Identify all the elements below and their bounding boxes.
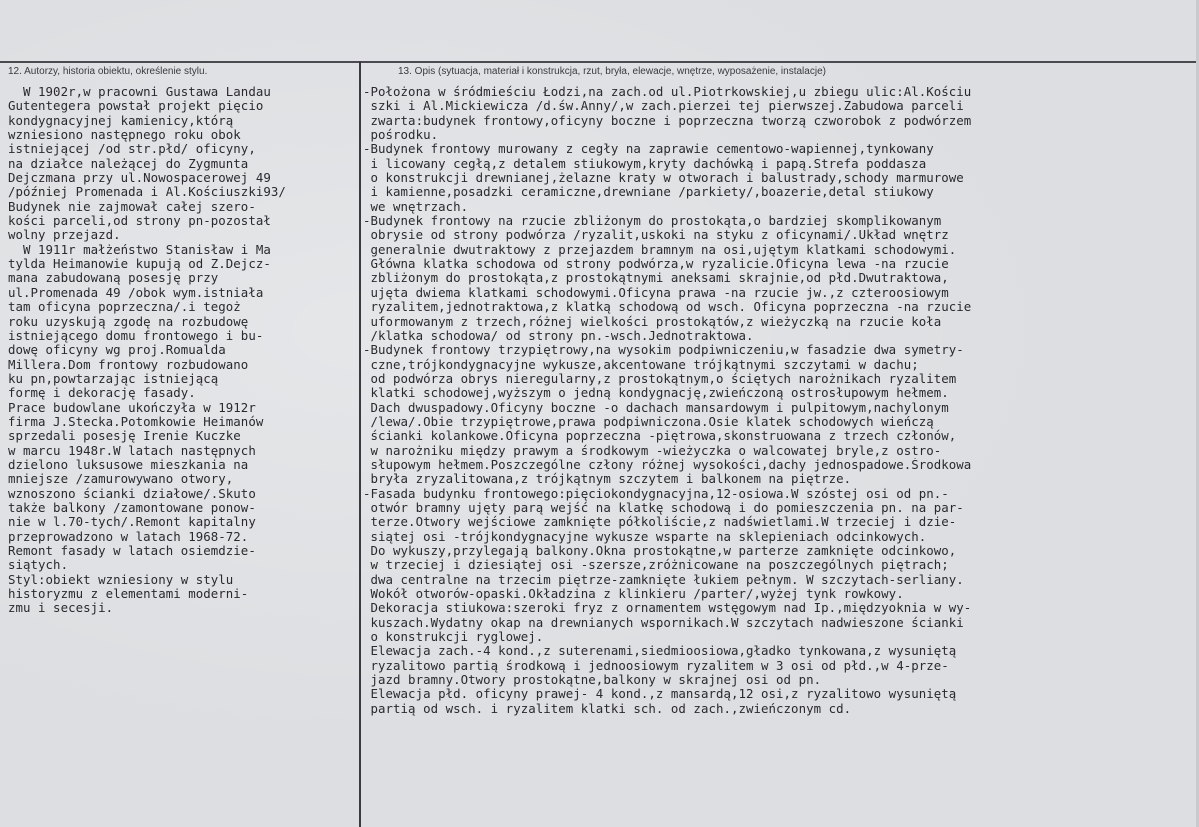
description-text-line: we wnętrzach. <box>363 199 469 214</box>
history-text-line: siątych. <box>8 558 69 573</box>
history-text-line: także balkony /zamontowane ponow- <box>8 500 256 515</box>
history-text-line: wzniesiono następnego roku obok <box>8 128 241 143</box>
description-text-line: Dach dwuspadowy.Oficyny boczne -o dachach mansardowym i pulpitowym,nachylonym <box>363 400 949 415</box>
history-text-line: mana zabudowaną posesję przy <box>8 271 219 286</box>
description-text-line: zwarta:budynek frontowy,oficyny boczne i poprzeczna tworzą czworobok z podwórzem <box>363 113 972 128</box>
history-text-line: wolny przejazd. <box>8 228 121 243</box>
history-text-line: Millera.Dom frontowy rozbudowano <box>8 357 249 372</box>
description-text-line: bryła zryzalitowana,z trójkątnym szczytem i balkonem na piętrze. <box>363 472 852 487</box>
history-text-line: ku pn,powtarzając istniejącą <box>8 371 219 386</box>
description-text-line: o konstrukcji drewnianej,żelazne kraty w otworach i balustrady,schody marmurowe <box>363 171 964 186</box>
history-text-line: Gutentegera powstał projekt pięcio <box>8 99 264 114</box>
description-text-line: ścianki kolankowe.Oficyna poprzeczna -piętrowa,skonstruowana z trzech członów, <box>363 429 957 444</box>
history-text-line: W 1902r,w pracowni Gustawa Landau <box>8 85 271 99</box>
history-text-line: sprzedali posesję Irenie Kuczke <box>8 429 241 444</box>
description-text-line: i licowany cegłą,z detalem stiukowym,kryty dachówką i papą.Strefa poddasza <box>363 156 927 171</box>
description-text-line: słupowym hełmem.Poszczególne człony różnej wysokości,dachy jednospadowe.Środkowa <box>363 457 972 472</box>
description-text-line: zbliżonym do prostokąta,z prostokątnymi aneksami skrajnie,od płd.Dwutraktowa, <box>363 271 949 286</box>
description-text-line: jazd bramny.Otwory prostokątne,balkony w skrajnej osi od pn. <box>363 673 822 688</box>
description-text-line: Elewacja zach.-4 kond.,z suterenami,siedmioosiowa,gładko tynkowana,z wysuniętą <box>363 644 957 659</box>
history-text-line: nie w l.70-tych/.Remont kapitalny <box>8 515 256 530</box>
description-text-line: szki i Al.Mickiewicza /d.św.Anny/,w zach.pierzei tej pierwszej.Zabudowa parceli <box>363 99 964 114</box>
history-text-line: ul.Promenada 49 /obok wym.istniała <box>8 285 264 300</box>
history-text-line: Styl:obiekt wzniesiony w stylu <box>8 572 234 587</box>
history-text-line: przeprowadzono w latach 1968-72. <box>8 529 249 544</box>
history-text-line: Budynek nie zajmował całej szero- <box>8 199 256 214</box>
description-text-line: Główna klatka schodowa od strony podwórza,w ryzalicie.Oficyna lewa -na rzucie <box>363 257 949 272</box>
description-text-line: w trzeciej i dziesiątej osi -szersze,zróżnicowane na poszczególnych piętrach; <box>363 558 949 573</box>
description-text-line: o konstrukcji ryglowej. <box>363 630 544 645</box>
description-text-line: -Fasada budynku frontowego:pięciokondygnacyjna,12-osiowa.W szóstej osi od pn.- <box>363 486 949 501</box>
history-text-line: na działce należącej do Zygmunta <box>8 156 249 171</box>
description-text-line: w narożniku między prawym a środkowym -wieżyczka o walcowatej bryle,z ostro- <box>363 443 942 458</box>
description-text-line: Wokół otworów-opaski.Okładzina z klinkieru /parter/,wyżej tynk rowkowy. <box>363 587 904 602</box>
description-text-line: kuszach.Wydatny okap na drewnianych wspornikach.W szczytach nadwieszone ścianki <box>363 615 964 630</box>
description-text-line: czne,trójkondygnacyjne wykusze,akcentowane trójkątnymi szczytami w dachu; <box>363 357 919 372</box>
history-text-line: istniejącego domu frontowego i bu- <box>8 328 264 343</box>
description-text-line: otwór bramny ujęty parą wejść na klatkę schodową i do pomieszczenia pn. na par- <box>363 500 964 515</box>
description-text-line: generalnie dwutraktowy z przejazdem bramnym na osi,ujętym klatkami schodowymi. <box>363 242 957 257</box>
history-text-line: wznoszono ścianki działowe/.Skuto <box>8 486 256 501</box>
history-text-line: zmu i secesji. <box>8 601 114 616</box>
history-text-line: /później Promenada i Al.Kościuszki93/ <box>8 185 286 200</box>
history-text-line: kości parceli,od strony pn-pozostał <box>8 214 271 229</box>
history-text-line: dowę oficyny wg proj.Romualda <box>8 343 226 358</box>
description-text-line: od podwórza obrys nieregularny,z prostokątnym,o ściętych narożnikach ryzalitem <box>363 371 957 386</box>
description-text-line: i kamienne,posadzki ceramiczne,drewniane /parkiety/,boazerie,detal stiukowy <box>363 185 934 200</box>
history-text-line: mniejsze /zamurowywano otwory, <box>8 472 234 487</box>
section-13-title: 13. Opis (sytuacja, materiał i konstrukcja, rzut, bryła, elewacje, wnętrze, wyposażenie, instalacje) <box>398 66 826 77</box>
history-text-line: Dejczmana przy ul.Nowospacerowej 49 <box>8 171 271 186</box>
history-text-line: W 1911r małżeństwo Stanisław i Ma <box>8 242 271 257</box>
history-text-line: dzielono luksusowe mieszkania na <box>8 457 249 472</box>
description-text-line: ryzalitowo partią środkową i jednoosiowym ryzalitem w 3 osi od płd.,w 4-prze- <box>363 658 949 673</box>
history-text-line: Prace budowlane ukończyła w 1912r <box>8 400 256 415</box>
history-text-line: formę i dekorację fasady. <box>8 386 196 401</box>
description-text-line: Elewacja płd. oficyny prawej- 4 kond.,z mansardą,12 osi,z ryzalitowo wysuniętą <box>363 687 957 702</box>
description-text-line: -Budynek frontowy trzypiętrowy,na wysokim podpiwniczeniu,w fasadzie dwa symetry- <box>363 343 964 358</box>
description-text-line: klatki schodowej,wyższym o jedną kondygnację,zwieńczoną ostrosłupowym hełmem. <box>363 386 949 401</box>
history-text-column <box>8 85 358 616</box>
description-text-line: Dekoracja stiukowa:szeroki fryz z ornamentem wstęgowym nad Ip.,międzyokniа w wy- <box>363 601 972 616</box>
header-divider <box>0 61 1199 63</box>
description-text-line: pośrodku. <box>363 128 439 143</box>
description-text-line: /lewa/.Obie trzypiętrowe,prawa podpiwniczona.Osie klatek schodowych wieńczą <box>363 414 934 429</box>
description-text-line: -Budynek frontowy na rzucie zbliżonym do prostokąta,o bardziej skomplikowanym <box>363 214 942 229</box>
column-divider <box>359 61 361 827</box>
history-text-line: istniejącej /od str.płd/ oficyny, <box>8 142 256 157</box>
description-text-line: ujęta dwiema klatkami schodowymi.Oficyna prawa -na rzucie jw.,z czteroosiowym <box>363 285 949 300</box>
history-text-line: kondygnacyjnej kamienicy,którą <box>8 113 234 128</box>
description-text-line: -Położona w śródmieściu Łodzi,na zach.od ul.Piotrkowskiej,u zbiegu ulic:Al.Kościu <box>363 85 972 99</box>
description-text-line: dwa centralne na trzecim piętrze-zamknięte łukiem pełnym. W szczytach-serliany. <box>363 572 964 587</box>
description-text-line: /klatka schodowa/ od strony pn.-wsch.Jednotraktowa. <box>363 328 754 343</box>
history-text-line: historyzmu z elementami moderni- <box>8 587 249 602</box>
history-text-line: tylda Heimanowie kupują od Z.Dejcz- <box>8 257 271 272</box>
history-text-line: firma J.Stecka.Potomkowie Heimanów <box>8 414 264 429</box>
description-text-line: ryzalitem,jednotraktowa,z klatką schodową od wsch. Oficyna poprzeczna -na rzucie <box>363 300 972 315</box>
history-text-line: w marcu 1948r.W latach następnych <box>8 443 256 458</box>
description-text-line: terze.Otwory wejściowe zamknięte półkoliście,z nadświetlami.W trzeciej i dzie- <box>363 515 957 530</box>
description-text-line: uformowanym z trzech,różnej wielkości prostokątów,z wieżyczką na rzucie koła <box>363 314 942 329</box>
history-text-line: Remont fasady w latach osiemdzie- <box>8 544 256 558</box>
history-text-line: tam oficyna poprzeczna/.i tegoż <box>8 300 241 315</box>
description-text-line: obrysie od strony podwórza /ryzalit,uskoki na styku z oficynami/.Układ wnętrz <box>363 228 949 243</box>
description-text-line: Do wykuszy,przylegają balkony.Okna prostokątne,w parterze zamknięte odcinkowo, <box>363 544 957 558</box>
history-text-line: roku uzyskują zgodę na rozbudowę <box>8 314 249 329</box>
section-12-title: 12. Autorzy, historia obiektu, określenie stylu. <box>8 66 208 77</box>
description-text-line: -Budynek frontowy murowany z cegły na zaprawie cementowo-wapiennej,tynkowany <box>363 142 934 157</box>
description-text-line: partią od wsch. i ryzalitem klatki sch. od zach.,zwieńczonym cd. <box>363 701 852 716</box>
description-text-column <box>363 85 1195 716</box>
description-text-line: siątej osi -trójkondygnacyjne wykusze wsparte na sklepieniach odcinkowych. <box>363 529 927 544</box>
